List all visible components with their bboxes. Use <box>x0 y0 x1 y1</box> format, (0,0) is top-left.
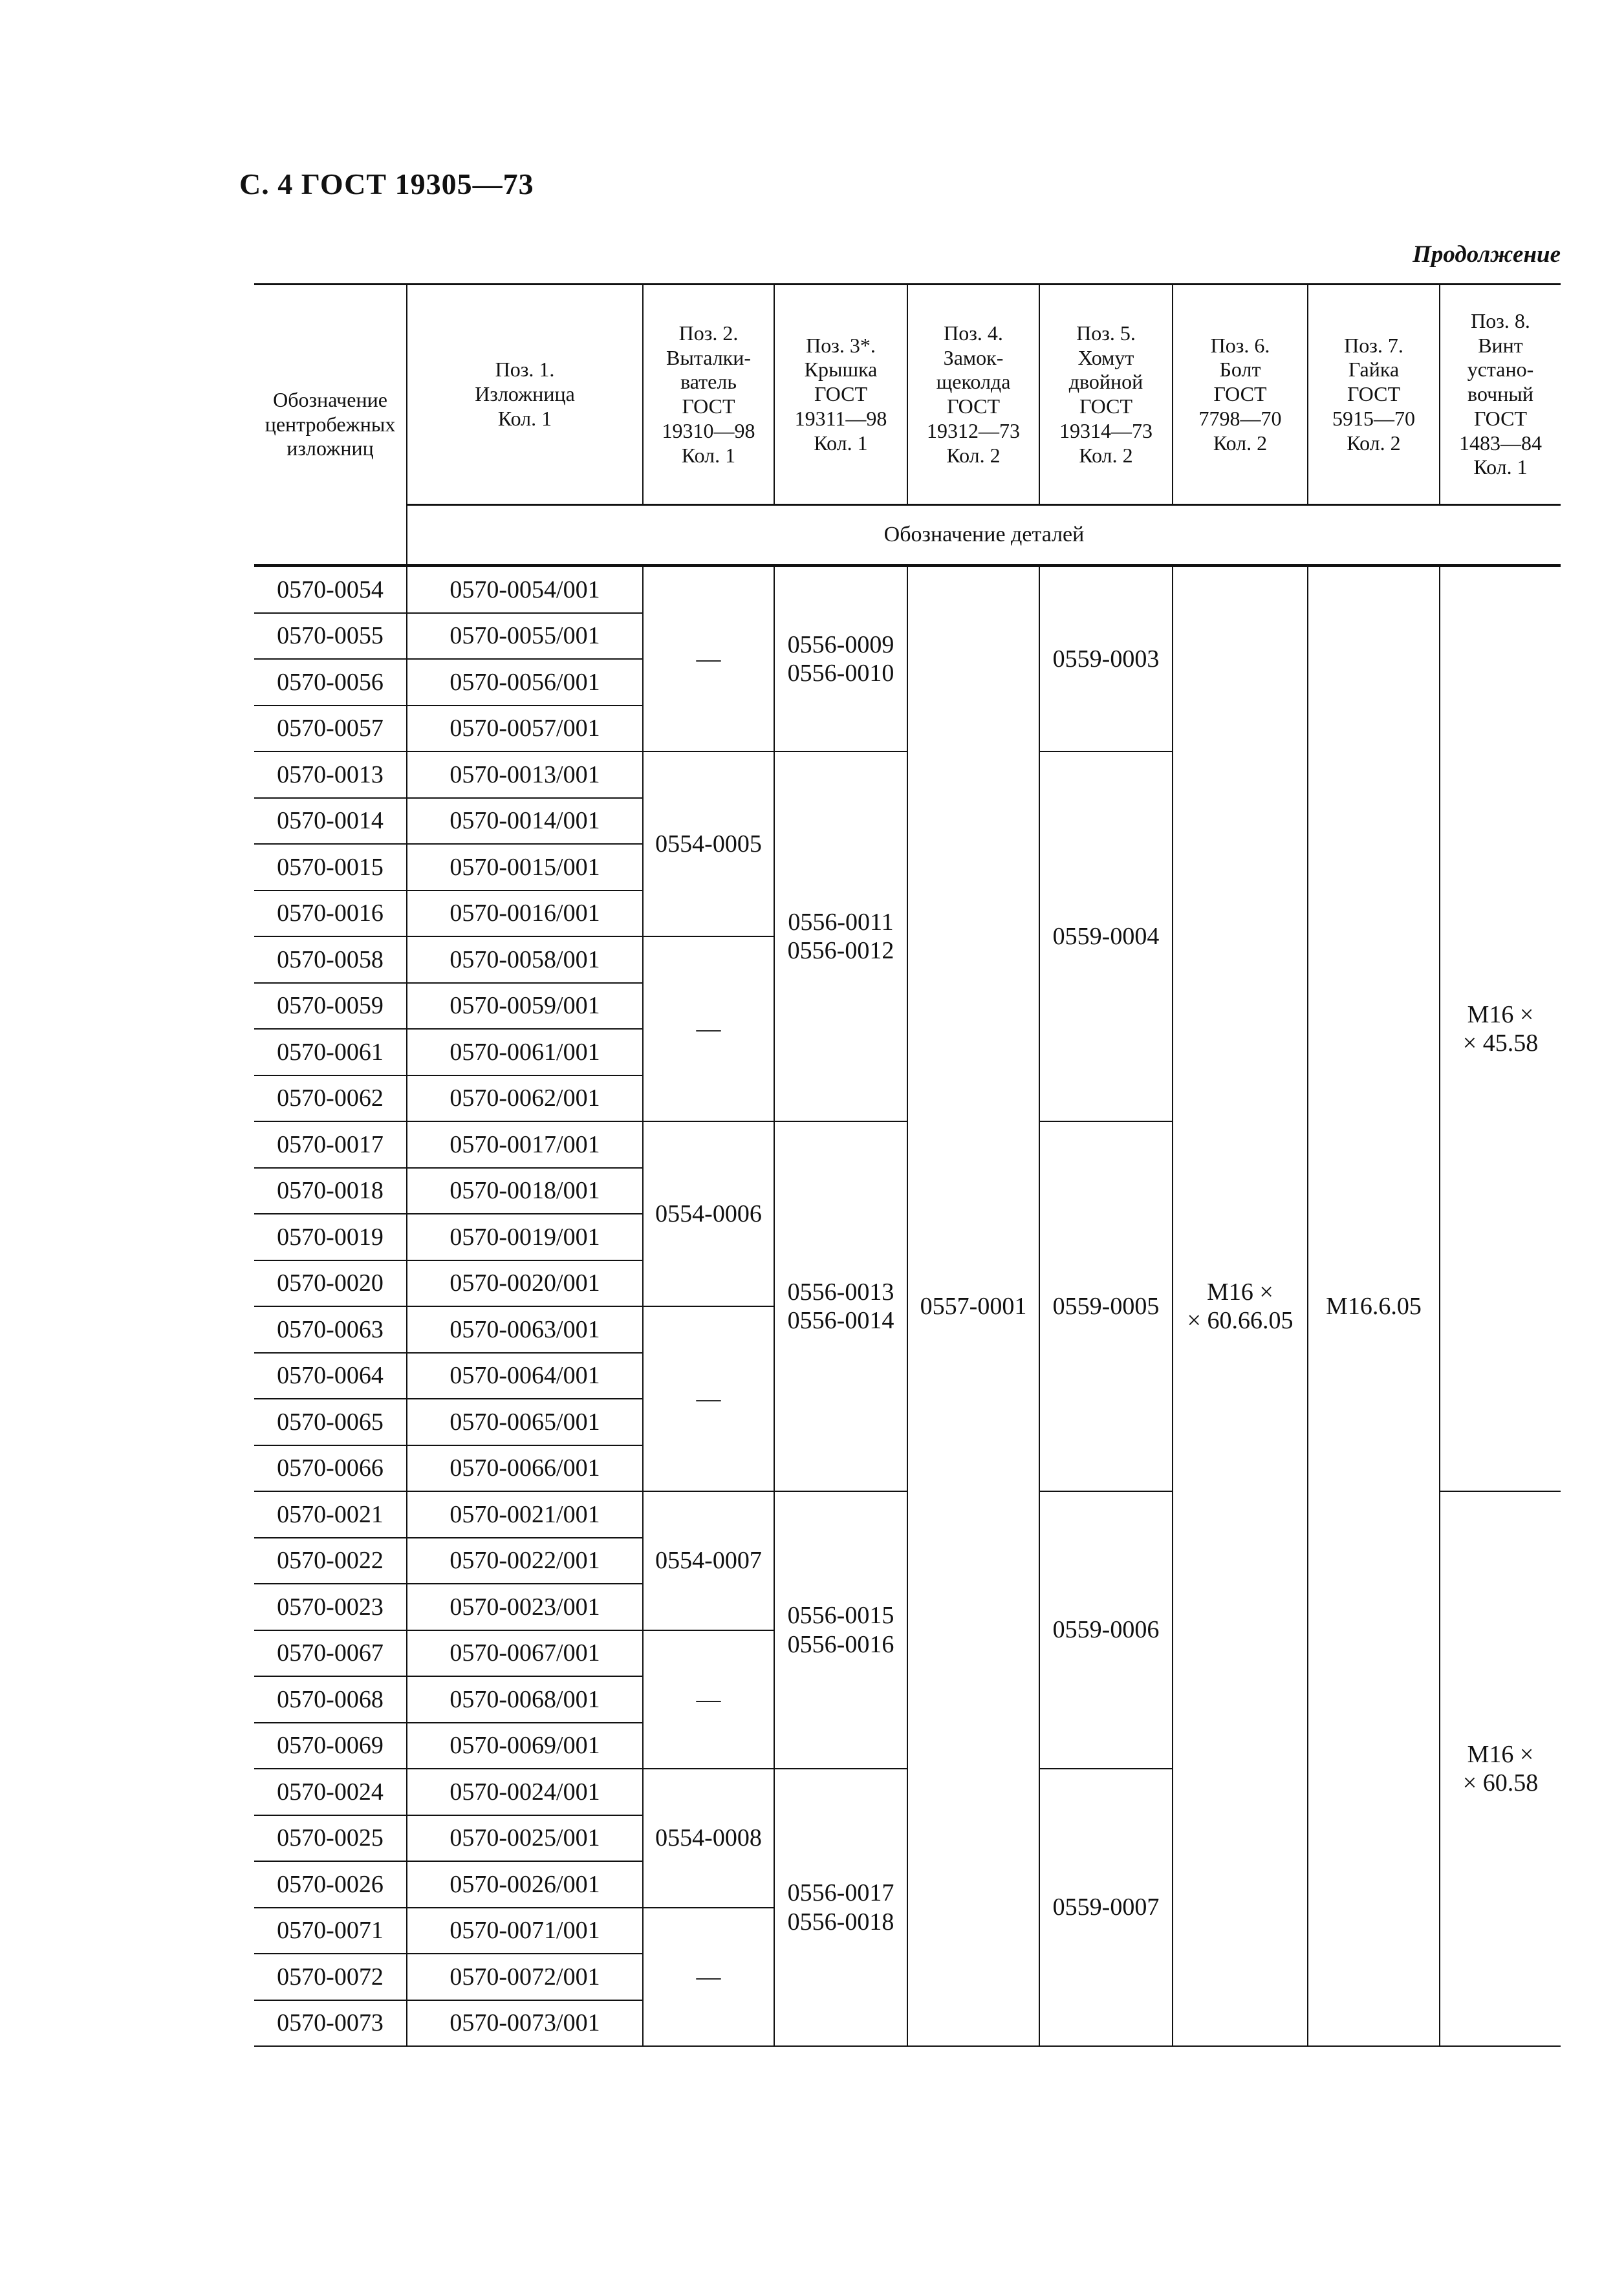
mold-cell: 0570-0025/001 <box>407 1815 643 1862</box>
designation-cell: 0570-0021 <box>254 1491 407 1538</box>
mold-cell: 0570-0055/001 <box>407 613 643 660</box>
mold-cell: 0570-0073/001 <box>407 2000 643 2047</box>
designation-cell: 0570-0054 <box>254 566 407 613</box>
designation-cell: 0570-0073 <box>254 2000 407 2047</box>
col-header-mold: Поз. 1. Изложница Кол. 1 <box>407 285 643 505</box>
clamp-cell: 0559-0005 <box>1039 1121 1173 1491</box>
col-header-bolt: Поз. 6. Болт ГОСТ 7798—70 Кол. 2 <box>1173 285 1308 505</box>
mold-cell: 0570-0067/001 <box>407 1630 643 1677</box>
designation-cell: 0570-0065 <box>254 1399 407 1445</box>
mold-cell: 0570-0061/001 <box>407 1029 643 1075</box>
designation-cell: 0570-0071 <box>254 1908 407 1954</box>
mold-cell: 0570-0014/001 <box>407 798 643 845</box>
mold-cell: 0570-0024/001 <box>407 1769 643 1815</box>
designation-cell: 0570-0026 <box>254 1861 407 1908</box>
designation-cell: 0570-0020 <box>254 1260 407 1307</box>
designation-cell: 0570-0055 <box>254 613 407 660</box>
col-header-screw: Поз. 8. Винт устано- вочный ГОСТ 1483—84 Кол. 1 <box>1440 285 1561 505</box>
clamp-cell: 0559-0007 <box>1039 1769 1173 2046</box>
designation-cell: 0570-0018 <box>254 1168 407 1214</box>
mold-cell: 0570-0069/001 <box>407 1723 643 1769</box>
designation-cell: 0570-0064 <box>254 1353 407 1399</box>
nut-cell: M16.6.05 <box>1308 566 1440 2047</box>
designation-cell: 0570-0013 <box>254 751 407 798</box>
mold-cell: 0570-0066/001 <box>407 1445 643 1492</box>
ejector-cell: — <box>643 566 774 752</box>
mold-cell: 0570-0065/001 <box>407 1399 643 1445</box>
designation-cell: 0570-0062 <box>254 1075 407 1122</box>
mold-cell: 0570-0013/001 <box>407 751 643 798</box>
cover-cell: 0556-0017 0556-0018 <box>774 1769 907 2046</box>
mold-cell: 0570-0026/001 <box>407 1861 643 1908</box>
ejector-cell: 0554-0005 <box>643 751 774 936</box>
designation-cell: 0570-0056 <box>254 659 407 706</box>
mold-cell: 0570-0020/001 <box>407 1260 643 1307</box>
designation-cell: 0570-0024 <box>254 1769 407 1815</box>
col-header-latch: Поз. 4. Замок- щеколда ГОСТ 19312—73 Кол. 2 <box>907 285 1039 505</box>
designation-cell: 0570-0057 <box>254 706 407 752</box>
ejector-cell: — <box>643 1630 774 1769</box>
designation-cell: 0570-0015 <box>254 844 407 890</box>
ejector-cell: — <box>643 936 774 1121</box>
screw-cell: M16 × × 60.58 <box>1440 1491 1561 2046</box>
mold-cell: 0570-0016/001 <box>407 890 643 937</box>
cover-cell: 0556-0011 0556-0012 <box>774 751 907 1121</box>
designation-cell: 0570-0017 <box>254 1121 407 1168</box>
cover-cell: 0556-0015 0556-0016 <box>774 1491 907 1769</box>
mold-cell: 0570-0017/001 <box>407 1121 643 1168</box>
clamp-cell: 0559-0003 <box>1039 566 1173 752</box>
designation-cell: 0570-0069 <box>254 1723 407 1769</box>
mold-cell: 0570-0054/001 <box>407 566 643 613</box>
mold-cell: 0570-0072/001 <box>407 1954 643 2000</box>
mold-cell: 0570-0068/001 <box>407 1676 643 1723</box>
mold-cell: 0570-0015/001 <box>407 844 643 890</box>
designation-cell: 0570-0058 <box>254 936 407 983</box>
clamp-cell: 0559-0004 <box>1039 751 1173 1121</box>
ejector-cell: — <box>643 1306 774 1491</box>
ejector-cell: 0554-0007 <box>643 1491 774 1630</box>
cover-cell: 0556-0013 0556-0014 <box>774 1121 907 1491</box>
designation-cell: 0570-0072 <box>254 1954 407 2000</box>
bolt-cell: M16 × × 60.66.05 <box>1173 566 1308 2047</box>
ejector-cell: — <box>643 1908 774 2047</box>
col-header-nut: Поз. 7. Гайка ГОСТ 5915—70 Кол. 2 <box>1308 285 1440 505</box>
mold-cell: 0570-0019/001 <box>407 1214 643 1260</box>
table-body <box>254 566 1561 2047</box>
latch-cell: 0557-0001 <box>907 566 1039 2047</box>
mold-cell: 0570-0023/001 <box>407 1584 643 1630</box>
designation-cell: 0570-0019 <box>254 1214 407 1260</box>
mold-cell: 0570-0064/001 <box>407 1353 643 1399</box>
designation-cell: 0570-0067 <box>254 1630 407 1677</box>
mold-cell: 0570-0071/001 <box>407 1908 643 1954</box>
parts-table <box>254 283 1561 2047</box>
ejector-cell: 0554-0008 <box>643 1769 774 1908</box>
designation-cell: 0570-0016 <box>254 890 407 937</box>
cover-cell: 0556-0009 0556-0010 <box>774 566 907 752</box>
col-header-designation: Обозначение центробежных изложниц <box>254 285 407 566</box>
designation-cell: 0570-0066 <box>254 1445 407 1492</box>
mold-cell: 0570-0056/001 <box>407 659 643 706</box>
mold-cell: 0570-0058/001 <box>407 936 643 983</box>
designation-cell: 0570-0014 <box>254 798 407 845</box>
designation-cell: 0570-0022 <box>254 1538 407 1584</box>
designation-cell: 0570-0059 <box>254 983 407 1030</box>
mold-cell: 0570-0057/001 <box>407 706 643 752</box>
table-row <box>254 566 1561 613</box>
continuation-label: Продолжение <box>1413 241 1561 268</box>
mold-cell: 0570-0063/001 <box>407 1306 643 1353</box>
ejector-cell: 0554-0006 <box>643 1121 774 1306</box>
designation-cell: 0570-0068 <box>254 1676 407 1723</box>
col-header-clamp: Поз. 5. Хомут двойной ГОСТ 19314—73 Кол. 2 <box>1039 285 1173 505</box>
mold-cell: 0570-0059/001 <box>407 983 643 1030</box>
subheader-part-designations: Обозначение деталей <box>407 505 1561 566</box>
designation-cell: 0570-0025 <box>254 1815 407 1862</box>
designation-cell: 0570-0023 <box>254 1584 407 1630</box>
mold-cell: 0570-0018/001 <box>407 1168 643 1214</box>
mold-cell: 0570-0062/001 <box>407 1075 643 1122</box>
designation-cell: 0570-0063 <box>254 1306 407 1353</box>
clamp-cell: 0559-0006 <box>1039 1491 1173 1769</box>
screw-cell: M16 × × 45.58 <box>1440 566 1561 1492</box>
mold-cell: 0570-0021/001 <box>407 1491 643 1538</box>
designation-cell: 0570-0061 <box>254 1029 407 1075</box>
mold-cell: 0570-0022/001 <box>407 1538 643 1584</box>
page-header: С. 4 ГОСТ 19305—73 <box>239 167 534 200</box>
col-header-ejector: Поз. 2. Выталки- ватель ГОСТ 19310—98 Кол. 1 <box>643 285 774 505</box>
col-header-cover: Поз. 3*. Крышка ГОСТ 19311—98 Кол. 1 <box>774 285 907 505</box>
